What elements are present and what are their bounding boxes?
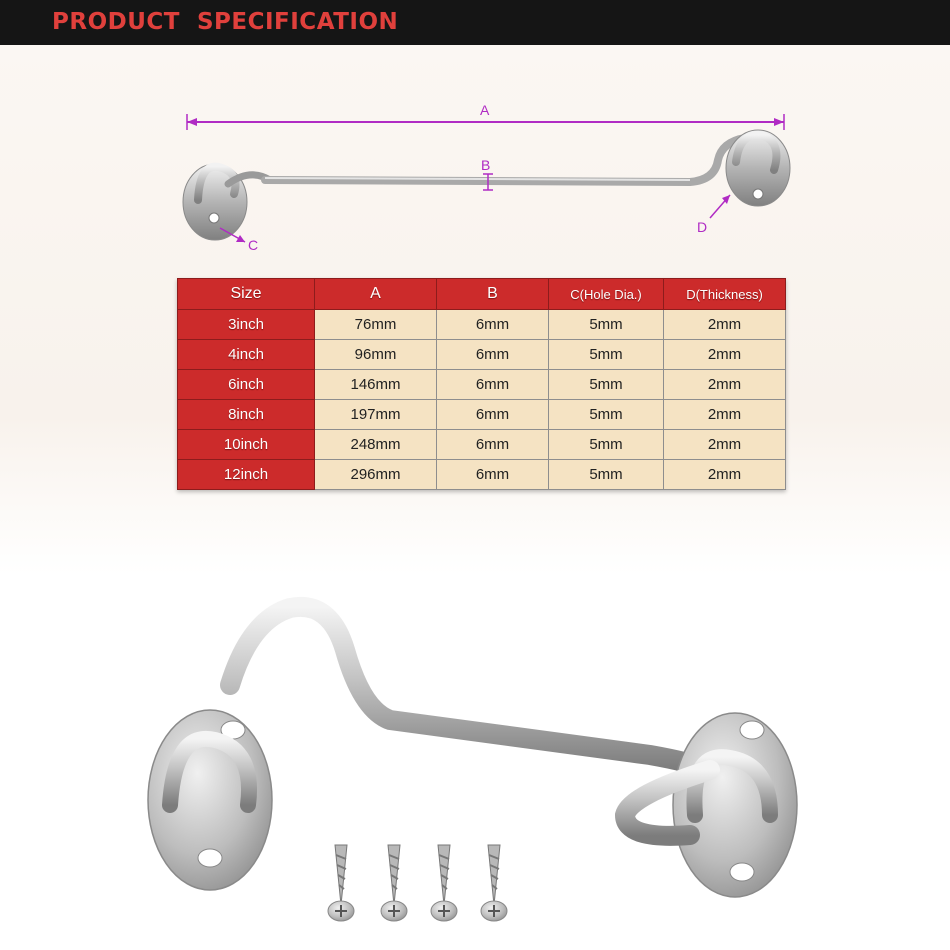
right-eye-plate [625,713,797,897]
dimension-a-label: A [480,102,490,118]
d-cell: 2mm [664,400,786,430]
banner-title: PRODUCT SPECIFICATION [52,9,399,35]
d-cell: 2mm [664,370,786,400]
size-cell: 3inch [178,310,315,340]
product-photo [130,590,830,935]
size-cell: 10inch [178,430,315,460]
table-header-row [178,279,786,310]
header-a: A [315,279,437,310]
c-cell: 5mm [549,400,664,430]
d-cell: 2mm [664,430,786,460]
hook-rod [265,138,745,182]
table-row [178,340,786,370]
dimension-diagram [170,90,800,250]
c-cell: 5mm [549,430,664,460]
a-cell: 248mm [315,430,437,460]
c-cell: 5mm [549,460,664,490]
a-cell: 197mm [315,400,437,430]
a-cell: 76mm [315,310,437,340]
a-cell: 96mm [315,340,437,370]
c-cell: 5mm [549,370,664,400]
b-cell: 6mm [437,430,549,460]
dimension-c-label: C [248,237,259,250]
size-cell: 8inch [178,400,315,430]
b-cell: 6mm [437,400,549,430]
specification-table [177,278,786,490]
dimension-b-label: B [481,157,491,173]
table-row [178,370,786,400]
b-cell: 6mm [437,340,549,370]
b-cell: 6mm [437,310,549,340]
b-cell: 6mm [437,370,549,400]
screw [481,845,507,921]
c-cell: 5mm [549,310,664,340]
table-row [178,430,786,460]
size-cell: 12inch [178,460,315,490]
size-cell: 4inch [178,340,315,370]
header-d: D(Thickness) [664,279,786,310]
table-row [178,310,786,340]
header-banner [0,0,950,45]
d-cell: 2mm [664,340,786,370]
table-row [178,400,786,430]
c-cell: 5mm [549,340,664,370]
a-cell: 296mm [315,460,437,490]
screw [381,845,407,921]
d-cell: 2mm [664,460,786,490]
d-cell: 2mm [664,310,786,340]
header-c: C(Hole Dia.) [549,279,664,310]
screw [328,845,354,921]
a-cell: 146mm [315,370,437,400]
b-cell: 6mm [437,460,549,490]
size-cell: 6inch [178,370,315,400]
header-size: Size [178,279,315,310]
header-b: B [437,279,549,310]
left-eye-plate [148,710,272,890]
screw [431,845,457,921]
dimension-d-label: D [697,219,708,235]
hook-rod-photo [230,607,710,770]
table-row [178,460,786,490]
